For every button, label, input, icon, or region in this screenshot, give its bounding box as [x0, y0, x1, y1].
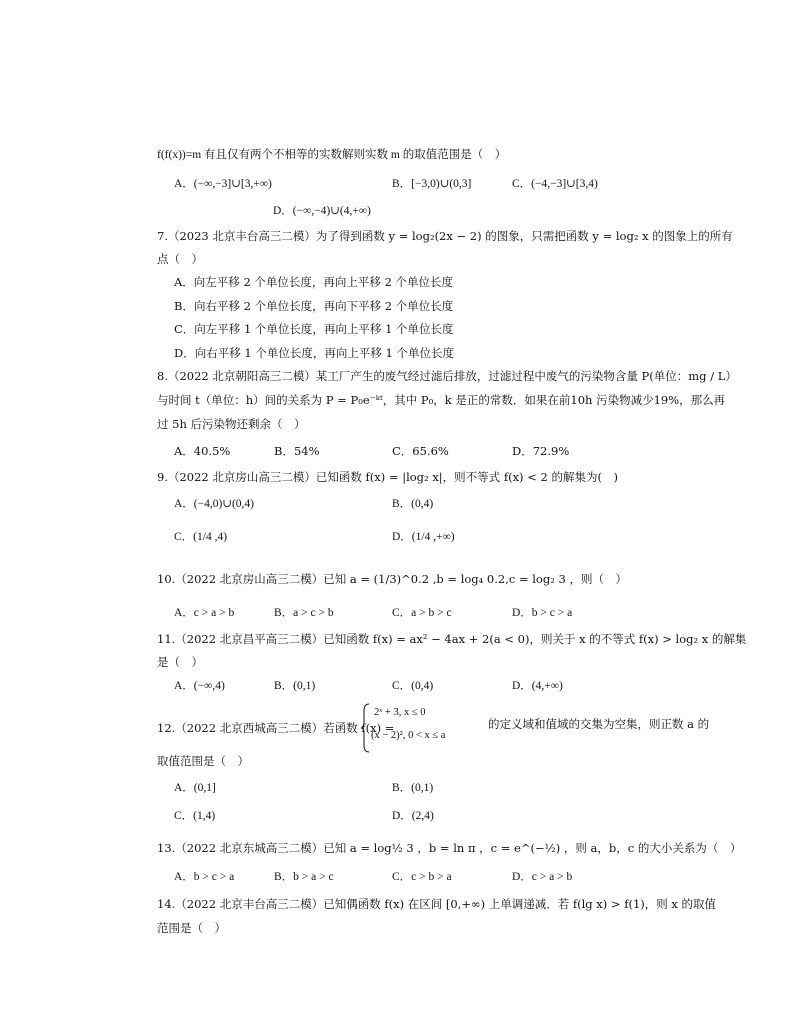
q13-option-a: A．b > c > a: [174, 871, 235, 883]
q6-option-c: C．(−4,−3]∪[3,4): [512, 178, 598, 190]
q12-option-b: B．(0,1): [392, 782, 434, 794]
q7-option-a: A．向左平移 2 个单位长度，再向上平移 2 个单位长度: [174, 275, 454, 289]
q12-stem-prefix: 12.（2022 北京西城高三二模）若函数 f(x) =: [157, 721, 395, 735]
q10-option-d: D．b > c > a: [512, 607, 573, 619]
q9-option-a: A．(−4,0)∪(0,4): [174, 498, 254, 510]
q12-option-d: D．(2,4): [392, 810, 434, 822]
q10-option-b: B．a > c > b: [274, 607, 334, 619]
q12-brace: [360, 703, 370, 753]
q10-option-a: A．c > a > b: [174, 607, 235, 619]
q8-option-b: B．54%: [274, 444, 320, 458]
q13-option-c: C．c > b > a: [392, 871, 452, 883]
q7-option-b: B．向右平移 2 个单位长度，再向下平移 2 个单位长度: [174, 299, 454, 313]
q7-option-d: D．向右平移 1 个单位长度，再向上平移 1 个单位长度: [174, 346, 454, 360]
q11-stem-line2: 是（ ）: [157, 655, 203, 669]
q11-option-c: C．(0,4): [392, 680, 434, 692]
q14-stem-line2: 范围是（ ）: [157, 921, 226, 935]
q6-option-b: B．[−3,0)∪(0,3]: [392, 178, 472, 190]
q10-option-c: C．a > b > c: [392, 607, 452, 619]
q13-stem: 13.（2022 北京东城高三二模）已知 a = log½ 3 ，b = ln π ，c = e^(−½) ，则 a，b，c 的大小关系为（ ）: [157, 841, 742, 855]
q13-option-d: D．c > a > b: [512, 871, 573, 883]
q12-piece2: (x − 2)², 0 < x ≤ a: [371, 730, 446, 741]
q7-option-c: C．向左平移 1 个单位长度，再向上平移 1 个单位长度: [174, 322, 454, 336]
q8-stem-line3: 过 5h 后污染物还剩余（ ）: [157, 417, 306, 431]
q8-option-a: A．40.5%: [174, 444, 231, 458]
q8-option-c: C．65.6%: [392, 444, 449, 458]
q8-stem-line2: 与时间 t（单位：h）间的关系为 P = P₀e⁻ᵏᵗ，其中 P₀，k 是正的常数．如果在前10h 污染物减少19%，那么再: [157, 393, 726, 407]
q9-option-b: B．(0,4): [392, 498, 434, 510]
q14-stem-line1: 14.（2022 北京丰台高三二模）已知偶函数 f(x) 在区间 [0,+∞) 上单调递减．若 f(lg x) > f(1)，则 x 的取值: [157, 897, 717, 911]
q9-option-d: D．(1/4 ,+∞): [392, 531, 455, 543]
q12-option-a: A．(0,1]: [174, 782, 216, 794]
q7-stem-line2: 点（ ）: [157, 252, 203, 266]
q13-option-b: B．b > a > c: [274, 871, 334, 883]
q6-option-a: A．(−∞,−3]∪[3,+∞): [174, 178, 272, 190]
q12-stem-line2: 取值范围是（ ）: [157, 754, 249, 768]
q11-option-d: D．(4,+∞): [512, 680, 563, 692]
q6-option-d: D．(−∞,−4)∪(4,+∞): [273, 205, 371, 217]
q8-stem-line1: 8.（2022 北京朝阳高三二模）某工厂产生的废气经过滤后排放，过滤过程中废气的污染物含量 P(单位：mg / L）: [157, 369, 737, 383]
q11-stem-line1: 11.（2022 北京昌平高三二模）已知函数 f(x) = ax² − 4ax + 2(a < 0)，则关于 x 的不等式 f(x) > log₂ x 的解集: [157, 632, 747, 646]
q7-stem-line1: 7.（2023 北京丰台高三二模）为了得到函数 y = log₂(2x − 2) 的图象，只需把函数 y = log₂ x 的图象上的所有: [157, 229, 733, 243]
q10-stem: 10.（2022 北京房山高三二模）已知 a = (1/3)^0.2 ,b = log₄ 0.2,c = log₂ 3 ，则（ ）: [157, 572, 627, 586]
q11-option-b: B．(0,1): [274, 680, 316, 692]
q6-stem: f(f(x))=m 有且仅有两个不相等的实数解则实数 m 的取值范围是（ ）: [157, 149, 507, 161]
q9-stem: 9.（2022 北京房山高三二模）已知函数 f(x) = |log₂ x|，则不等式 f(x) < 2 的解集为( ): [157, 470, 618, 484]
q12-piece1: 2ˣ + 3, x ≤ 0: [374, 707, 426, 718]
q11-option-a: A．(−∞,4): [174, 680, 225, 692]
q12-option-c: C．(1,4): [174, 810, 216, 822]
q8-option-d: D．72.9%: [512, 444, 570, 458]
q9-option-c: C．(1/4 ,4): [174, 531, 228, 543]
q12-stem-suffix: 的定义域和值域的交集为空集，则正数 a 的: [488, 717, 710, 731]
